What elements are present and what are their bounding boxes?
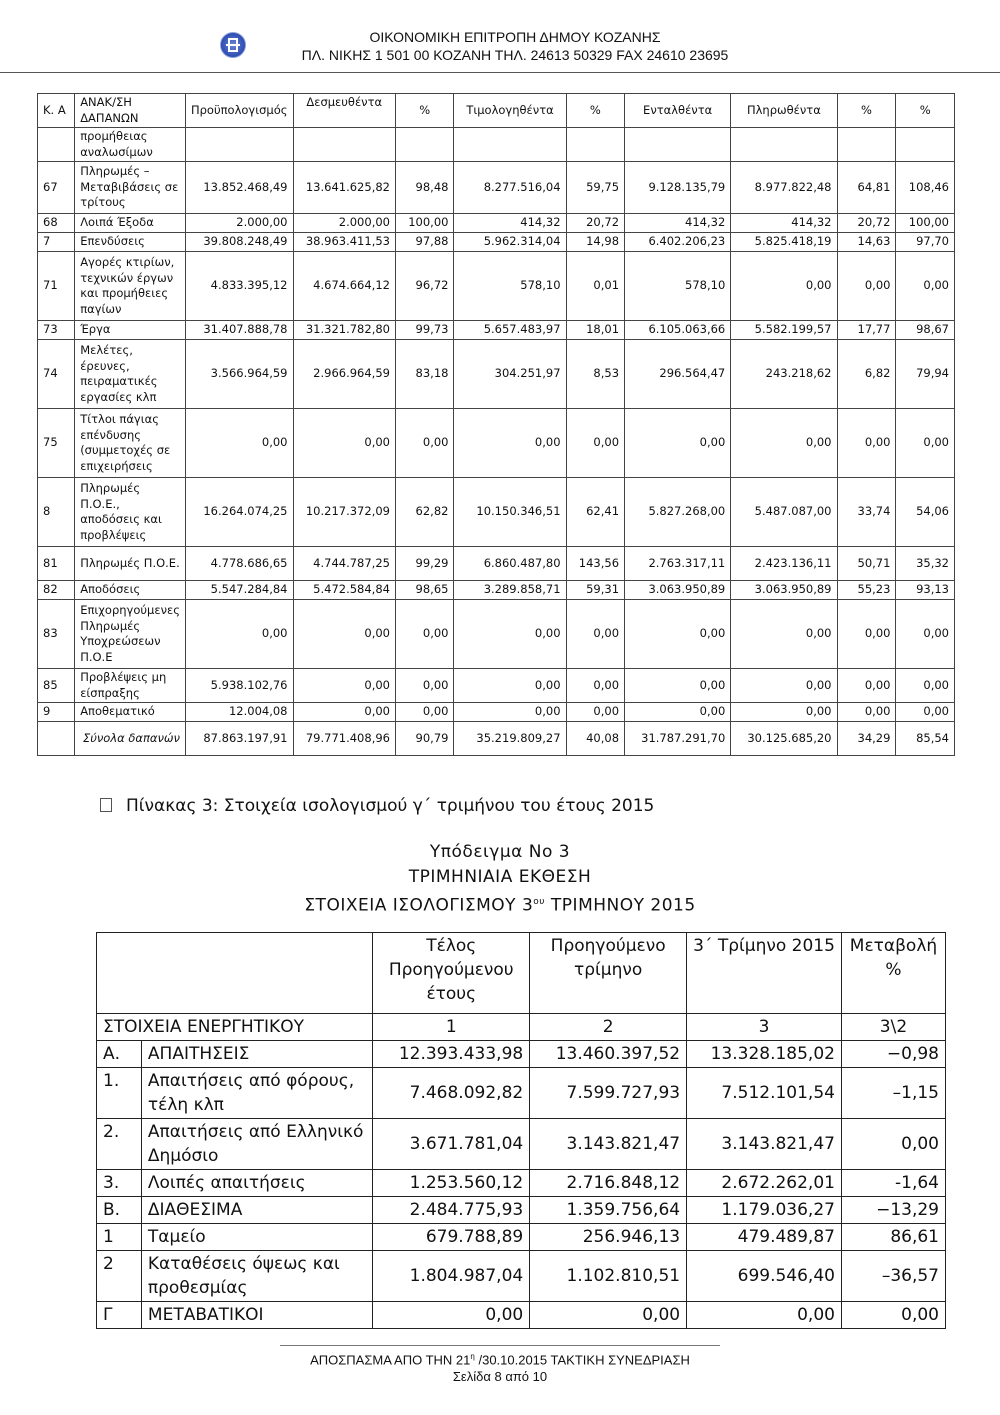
template-number: Υπόδειγμα Νο 3 xyxy=(429,842,571,862)
cell-pct2: 0,00 xyxy=(566,409,625,478)
table-row xyxy=(97,1068,946,1119)
cell-pct1: 62,82 xyxy=(395,478,454,547)
cell-paid: 0,00 xyxy=(731,669,837,703)
cell-budget: 4.833.395,12 xyxy=(185,252,293,321)
total-paid: 30.125.685,20 xyxy=(731,722,837,756)
cell-budget: 13.852.468,49 xyxy=(185,162,293,214)
table-row xyxy=(38,409,955,478)
report-title xyxy=(0,840,1000,919)
total-pct2: 40,08 xyxy=(566,722,625,756)
account-description: Αποθεματικό xyxy=(75,703,186,722)
total-committed: 79.771.408,96 xyxy=(293,722,395,756)
account-code: 85 xyxy=(38,669,75,703)
cell-paid: 2.423.136,11 xyxy=(731,547,837,581)
cell-paid: 0,00 xyxy=(731,252,837,321)
cell-pct1: 83,18 xyxy=(395,340,454,409)
cell-invoiced: 0,00 xyxy=(454,409,566,478)
account-code: 71 xyxy=(38,252,75,321)
total-ordered: 31.787.291,70 xyxy=(625,722,731,756)
cell-prev-year: 3.671.781,04 xyxy=(373,1119,530,1170)
cell-pct3: 20,72 xyxy=(837,214,896,233)
cell-pct1: 99,73 xyxy=(395,321,454,340)
cell-pct4: 0,00 xyxy=(896,252,955,321)
cell-q3: 7.512.101,54 xyxy=(687,1068,842,1119)
row-code: Β. xyxy=(97,1197,142,1224)
cell-budget: 4.778.686,65 xyxy=(185,547,293,581)
cell-prev-quarter: 1.359.756,64 xyxy=(530,1197,687,1224)
account-code: 82 xyxy=(38,581,75,600)
account-description: Έργα xyxy=(75,321,186,340)
table-header-row xyxy=(38,94,955,128)
account-code: 83 xyxy=(38,600,75,669)
row-code: Α. xyxy=(97,1041,142,1068)
letterhead-address: ΠΛ. ΝΙΚΗΣ 1 501 00 ΚΟΖΑΝΗ ΤΗΛ. 24613 50329 FAX 24610 23695 xyxy=(301,47,729,63)
cell-committed: 4.674.664,12 xyxy=(293,252,395,321)
account-description: Λοιπά Έξοδα xyxy=(75,214,186,233)
cell-pct2: 62,41 xyxy=(566,478,625,547)
cell-committed: 2.966.964,59 xyxy=(293,340,395,409)
column-header: Δεσμευθέντα xyxy=(293,94,395,128)
cell-prev-quarter: 0,00 xyxy=(530,1302,687,1329)
table-row xyxy=(38,321,955,340)
cell-pct1: 0,00 xyxy=(395,409,454,478)
cell-q3: 1.179.036,27 xyxy=(687,1197,842,1224)
row-description: ΜΕΤΑΒΑΤΙΚΟΙ xyxy=(141,1302,372,1329)
account-description: Αποδόσεις xyxy=(75,581,186,600)
column-header: % xyxy=(395,94,454,128)
page-footer xyxy=(0,1348,1000,1385)
cell-pct4: 0,00 xyxy=(896,409,955,478)
cell-invoiced: 578,10 xyxy=(454,252,566,321)
account-code: 7 xyxy=(38,233,75,252)
cell-prev-quarter: 3.143.821,47 xyxy=(530,1119,687,1170)
footer-meeting: ΑΠΟΣΠΑΣΜΑ ΑΠΟ ΤΗΝ $21^\eta$ /30.10.2015 ΤΑΚΤΙΚΗ ΣΥΝΕΔΡΙΑΣΗ xyxy=(310,1352,690,1368)
table-row xyxy=(38,703,955,722)
table-header-row xyxy=(97,933,946,1014)
account-code: 75 xyxy=(38,409,75,478)
account-description: Επενδύσεις xyxy=(75,233,186,252)
cell-prev-year: 2.484.775,93 xyxy=(373,1197,530,1224)
table-caption: Πίνακας 3: Στοιχεία ισολογισμού γ΄ τριμήνου του έτους 2015 xyxy=(100,796,654,816)
cell-change: -1,64 xyxy=(841,1170,945,1197)
cell-pct2: 0,01 xyxy=(566,252,625,321)
cell-q3: 2.672.262,01 xyxy=(687,1170,842,1197)
cell-ordered: 2.763.317,11 xyxy=(625,547,731,581)
cell-pct4: 0,00 xyxy=(896,669,955,703)
table-row xyxy=(97,1041,946,1068)
total-pct3: 34,29 xyxy=(837,722,896,756)
table-row xyxy=(97,1224,946,1251)
cell-pct4: 35,32 xyxy=(896,547,955,581)
table-row xyxy=(38,669,955,703)
cell-pct3: 6,82 xyxy=(837,340,896,409)
cell-pct4: 79,94 xyxy=(896,340,955,409)
account-description: Επιχορηγούμενες Πληρωμές Υποχρεώσεων Π.Ο.Ε xyxy=(75,600,186,669)
cell-invoiced xyxy=(454,128,566,162)
cell-prev-year: 679.788,89 xyxy=(373,1224,530,1251)
total-pct1: 90,79 xyxy=(395,722,454,756)
cell-change: −0,98 xyxy=(841,1041,945,1068)
cell-committed: 31.321.782,80 xyxy=(293,321,395,340)
cell-prev-year: 0,00 xyxy=(373,1302,530,1329)
table-subheader-row: ΣΤΟΙΧΕΙΑ ΕΝΕΡΓΗΤΙΚΟΥ 1 2 3 3\2 xyxy=(97,1014,946,1041)
cell-ordered: 296.564,47 xyxy=(625,340,731,409)
cell-prev-year: 7.468.092,82 xyxy=(373,1068,530,1119)
cell-pct3: 0,00 xyxy=(837,252,896,321)
account-description: Προβλέψεις μη είσπραξης xyxy=(75,669,186,703)
row-code: 1. xyxy=(97,1068,142,1119)
column-header: % xyxy=(837,94,896,128)
cell-pct3: 50,71 xyxy=(837,547,896,581)
cell-pct2: 143,56 xyxy=(566,547,625,581)
cell-pct2: 8,53 xyxy=(566,340,625,409)
account-description: Πληρωμές Π.Ο.Ε. xyxy=(75,547,186,581)
cell-pct2: 59,75 xyxy=(566,162,625,214)
cell-ordered: 578,10 xyxy=(625,252,731,321)
cell-paid: 8.977.822,48 xyxy=(731,162,837,214)
column-header: Ενταλθέντα xyxy=(625,94,731,128)
cell-pct3: 0,00 xyxy=(837,703,896,722)
cell-invoiced: 0,00 xyxy=(454,600,566,669)
table-row xyxy=(38,600,955,669)
cell-pct2: 59,31 xyxy=(566,581,625,600)
cell-pct3: 33,74 xyxy=(837,478,896,547)
row-code: 1 xyxy=(97,1224,142,1251)
footer-divider xyxy=(280,1345,720,1346)
total-label: Σύνολα δαπανών xyxy=(75,722,186,756)
column-header: Τέλος Προηγούμενου έτους xyxy=(373,933,530,1014)
account-description: Αγορές κτιρίων, τεχνικών έργων και προμήθειες παγίων xyxy=(75,252,186,321)
cell-paid: 414,32 xyxy=(731,214,837,233)
cell-committed: 2.000,00 xyxy=(293,214,395,233)
cell-pct1: 100,00 xyxy=(395,214,454,233)
cell-ordered: 0,00 xyxy=(625,703,731,722)
table-row xyxy=(38,581,955,600)
table-row xyxy=(38,233,955,252)
cell-committed: 38.963.411,53 xyxy=(293,233,395,252)
account-description: προμήθειας αναλωσίμων xyxy=(75,128,186,162)
cell-pct3: 0,00 xyxy=(837,669,896,703)
cell-pct2: 0,00 xyxy=(566,669,625,703)
cell-prev-year: 1.253.560,12 xyxy=(373,1170,530,1197)
table-row xyxy=(97,1251,946,1302)
table-row xyxy=(38,252,955,321)
cell-q3: 0,00 xyxy=(687,1302,842,1329)
cell-committed: 5.472.584,84 xyxy=(293,581,395,600)
cell-pct4: 54,06 xyxy=(896,478,955,547)
column-header: Τιμολογηθέντα xyxy=(454,94,566,128)
cell-change: −13,29 xyxy=(841,1197,945,1224)
column-header: Κ. Α xyxy=(38,94,75,128)
cell-pct3: 17,77 xyxy=(837,321,896,340)
cell-paid: 5.582.199,57 xyxy=(731,321,837,340)
report-subheading: ΣΤΟΙΧΕΙΑ ΙΣΟΛΟΓΙΣΜΟΥ $3^{o\upsilon}$ ΤΡΙΜΗΝΟΥ 2015 xyxy=(304,895,696,916)
cell-pct3: 0,00 xyxy=(837,409,896,478)
table-row xyxy=(38,214,955,233)
bullet-icon xyxy=(100,798,112,812)
table-row xyxy=(97,1302,946,1329)
cell-paid xyxy=(731,128,837,162)
row-code: 3. xyxy=(97,1170,142,1197)
cell-ordered: 0,00 xyxy=(625,600,731,669)
row-description: Απαιτήσεις από Ελληνικό Δημόσιο xyxy=(141,1119,372,1170)
cell-prev-year: 12.393.433,98 xyxy=(373,1041,530,1068)
cell-invoiced: 5.657.483,97 xyxy=(454,321,566,340)
cell-pct2: 18,01 xyxy=(566,321,625,340)
cell-invoiced: 10.150.346,51 xyxy=(454,478,566,547)
cell-invoiced: 0,00 xyxy=(454,703,566,722)
cell-pct1: 0,00 xyxy=(395,669,454,703)
cell-committed: 4.744.787,25 xyxy=(293,547,395,581)
cell-pct4 xyxy=(896,128,955,162)
cell-ordered: 3.063.950,89 xyxy=(625,581,731,600)
header-divider xyxy=(0,72,1000,73)
account-description: Μελέτες, έρευνες, πειραματικές εργασίες κλπ xyxy=(75,340,186,409)
cell-invoiced: 414,32 xyxy=(454,214,566,233)
balance-table xyxy=(96,932,946,1329)
cell-pct2: 0,00 xyxy=(566,600,625,669)
cell-change: –1,15 xyxy=(841,1068,945,1119)
cell-ordered: 6.402.206,23 xyxy=(625,233,731,252)
cell-q3: 699.546,40 xyxy=(687,1251,842,1302)
cell-prev-quarter: 256.946,13 xyxy=(530,1224,687,1251)
cell-paid: 0,00 xyxy=(731,600,837,669)
account-description: Πληρωμές Π.Ο.Ε., αποδόσεις και προβλέψεις xyxy=(75,478,186,547)
cell-pct1 xyxy=(395,128,454,162)
cell-budget: 0,00 xyxy=(185,409,293,478)
letterhead xyxy=(0,28,1000,64)
cell-q3: 13.328.185,02 xyxy=(687,1041,842,1068)
page-number: Σελίδα 8 από 10 xyxy=(452,1369,548,1385)
cell-committed: 0,00 xyxy=(293,669,395,703)
row-code: Γ xyxy=(97,1302,142,1329)
cell-pct4: 93,13 xyxy=(896,581,955,600)
table-row xyxy=(97,1170,946,1197)
expenses-table xyxy=(37,93,955,756)
row-code: 2 xyxy=(97,1251,142,1302)
row-code: 2. xyxy=(97,1119,142,1170)
cell-invoiced: 304.251,97 xyxy=(454,340,566,409)
cell-budget: 5.547.284,84 xyxy=(185,581,293,600)
cell-pct4: 97,70 xyxy=(896,233,955,252)
cell-paid: 0,00 xyxy=(731,409,837,478)
row-description: Ταμείο xyxy=(141,1224,372,1251)
column-header: ΑΝΑΚ/ΣΗ ΔΑΠΑΝΩΝ xyxy=(75,94,186,128)
cell-committed: 0,00 xyxy=(293,409,395,478)
row-description: ΔΙΑΘΕΣΙΜΑ xyxy=(141,1197,372,1224)
cell-pct3: 64,81 xyxy=(837,162,896,214)
account-code: 68 xyxy=(38,214,75,233)
table-row xyxy=(38,128,955,162)
total-invoiced: 35.219.809,27 xyxy=(454,722,566,756)
cell-pct3 xyxy=(837,128,896,162)
cell-ordered: 0,00 xyxy=(625,669,731,703)
account-code: 9 xyxy=(38,703,75,722)
cell-pct2: 14,98 xyxy=(566,233,625,252)
cell-ordered: 0,00 xyxy=(625,409,731,478)
cell-paid: 3.063.950,89 xyxy=(731,581,837,600)
column-header: Μεταβολή % xyxy=(841,933,945,1014)
cell-pct4: 100,00 xyxy=(896,214,955,233)
cell-change: 0,00 xyxy=(841,1119,945,1170)
total-row xyxy=(38,722,955,756)
cell-budget: 5.938.102,76 xyxy=(185,669,293,703)
cell-pct1: 98,65 xyxy=(395,581,454,600)
cell-prev-quarter: 2.716.848,12 xyxy=(530,1170,687,1197)
column-header: 3΄ Τρίμηνο 2015 xyxy=(687,933,842,1014)
cell-pct2 xyxy=(566,128,625,162)
cell-budget xyxy=(185,128,293,162)
cell-pct3: 55,23 xyxy=(837,581,896,600)
column-header: Πληρωθέντα xyxy=(731,94,837,128)
cell-invoiced: 3.289.858,71 xyxy=(454,581,566,600)
cell-budget: 0,00 xyxy=(185,600,293,669)
account-description: Πληρωμές – Μεταβιβάσεις σε τρίτους xyxy=(75,162,186,214)
cell-pct4: 98,67 xyxy=(896,321,955,340)
cell-change: 0,00 xyxy=(841,1302,945,1329)
cell-budget: 31.407.888,78 xyxy=(185,321,293,340)
cell-budget: 2.000,00 xyxy=(185,214,293,233)
cell-paid: 0,00 xyxy=(731,703,837,722)
cell-ordered xyxy=(625,128,731,162)
cell-pct4: 0,00 xyxy=(896,600,955,669)
account-description: Τίτλοι πάγιας επένδυσης (συμμετοχές σε επιχειρήσεις xyxy=(75,409,186,478)
cell-pct1: 96,72 xyxy=(395,252,454,321)
table-row xyxy=(38,547,955,581)
cell-prev-quarter: 1.102.810,51 xyxy=(530,1251,687,1302)
cell-pct3: 14,63 xyxy=(837,233,896,252)
total-pct4: 85,54 xyxy=(896,722,955,756)
cell-pct1: 0,00 xyxy=(395,703,454,722)
row-description: Καταθέσεις όψεως και προθεσμίας xyxy=(141,1251,372,1302)
table-row xyxy=(97,1119,946,1170)
cell-committed xyxy=(293,128,395,162)
cell-budget: 3.566.964,59 xyxy=(185,340,293,409)
cell-ordered: 5.827.268,00 xyxy=(625,478,731,547)
account-code: 73 xyxy=(38,321,75,340)
account-code: 81 xyxy=(38,547,75,581)
cell-pct4: 0,00 xyxy=(896,703,955,722)
row-description: Απαιτήσεις από φόρους, τέλη κλπ xyxy=(141,1068,372,1119)
table-row xyxy=(38,340,955,409)
total-budget: 87.863.197,91 xyxy=(185,722,293,756)
table-row xyxy=(38,162,955,214)
report-heading: ΤΡΙΜΗΝΙΑΙΑ ΕΚΘΕΣΗ xyxy=(408,867,592,887)
cell-prev-quarter: 13.460.397,52 xyxy=(530,1041,687,1068)
cell-prev-year: 1.804.987,04 xyxy=(373,1251,530,1302)
cell-pct1: 98,48 xyxy=(395,162,454,214)
table-row xyxy=(97,1197,946,1224)
row-description: ΑΠΑΙΤΗΣΕΙΣ xyxy=(141,1041,372,1068)
letterhead-title: ΟΙΚΟΝΟΜΙΚΗ ΕΠΙΤΡΟΠΗ ΔΗΜΟΥ ΚΟΖΑΝΗΣ xyxy=(369,29,661,45)
cell-invoiced: 0,00 xyxy=(454,669,566,703)
cell-pct2: 20,72 xyxy=(566,214,625,233)
cell-committed: 13.641.625,82 xyxy=(293,162,395,214)
account-code xyxy=(38,128,75,162)
cell-committed: 0,00 xyxy=(293,703,395,722)
table-row xyxy=(38,478,955,547)
cell-prev-quarter: 7.599.727,93 xyxy=(530,1068,687,1119)
cell-invoiced: 8.277.516,04 xyxy=(454,162,566,214)
row-description: Λοιπές απαιτήσεις xyxy=(141,1170,372,1197)
account-code: 67 xyxy=(38,162,75,214)
account-code: 8 xyxy=(38,478,75,547)
cell-budget: 12.004,08 xyxy=(185,703,293,722)
cell-q3: 479.489,87 xyxy=(687,1224,842,1251)
assets-label: ΣΤΟΙΧΕΙΑ ΕΝΕΡΓΗΤΙΚΟΥ xyxy=(97,1014,373,1041)
cell-pct1: 99,29 xyxy=(395,547,454,581)
column-header: % xyxy=(566,94,625,128)
cell-paid: 243.218,62 xyxy=(731,340,837,409)
cell-paid: 5.825.418,19 xyxy=(731,233,837,252)
cell-committed: 10.217.372,09 xyxy=(293,478,395,547)
cell-change: 86,61 xyxy=(841,1224,945,1251)
cell-invoiced: 6.860.487,80 xyxy=(454,547,566,581)
cell-ordered: 414,32 xyxy=(625,214,731,233)
cell-budget: 39.808.248,49 xyxy=(185,233,293,252)
cell-q3: 3.143.821,47 xyxy=(687,1119,842,1170)
cell-invoiced: 5.962.314,04 xyxy=(454,233,566,252)
cell-pct2: 0,00 xyxy=(566,703,625,722)
column-header: Προηγούμενο τρίμηνο xyxy=(530,933,687,1014)
cell-pct1: 97,88 xyxy=(395,233,454,252)
cell-pct3: 0,00 xyxy=(837,600,896,669)
cell-pct1: 0,00 xyxy=(395,600,454,669)
cell-ordered: 9.128.135,79 xyxy=(625,162,731,214)
cell-paid: 5.487.087,00 xyxy=(731,478,837,547)
column-header: Προϋπολογισμός xyxy=(185,94,293,128)
cell-budget: 16.264.074,25 xyxy=(185,478,293,547)
cell-ordered: 6.105.063,66 xyxy=(625,321,731,340)
cell-change: –36,57 xyxy=(841,1251,945,1302)
account-code: 74 xyxy=(38,340,75,409)
column-header: % xyxy=(896,94,955,128)
cell-committed: 0,00 xyxy=(293,600,395,669)
cell-pct4: 108,46 xyxy=(896,162,955,214)
